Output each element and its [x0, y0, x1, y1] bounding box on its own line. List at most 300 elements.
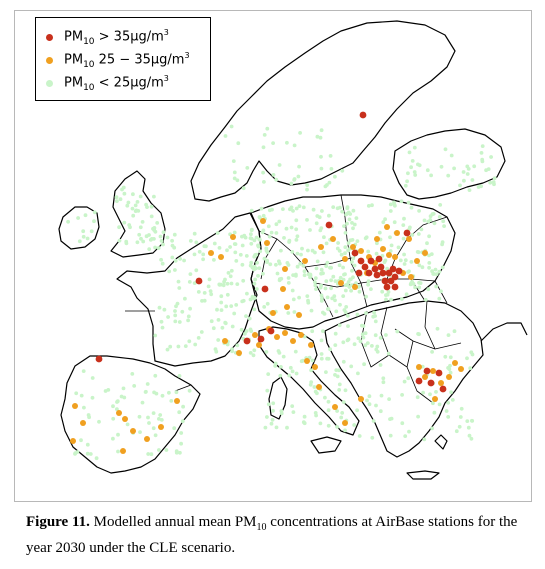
- station-low: [262, 180, 266, 184]
- station-low: [344, 310, 348, 314]
- station-low: [356, 372, 360, 376]
- station-low: [131, 192, 135, 196]
- station-low: [320, 299, 324, 303]
- station-low: [145, 234, 149, 238]
- station-low: [378, 231, 382, 235]
- station-medium: [270, 310, 276, 316]
- station-low: [438, 203, 442, 207]
- station-medium: [342, 420, 348, 426]
- station-low: [200, 299, 204, 303]
- station-low: [160, 418, 164, 422]
- station-low: [243, 332, 247, 336]
- station-low: [268, 235, 272, 239]
- station-low: [272, 173, 276, 177]
- station-low: [160, 239, 164, 243]
- station-low: [286, 311, 290, 315]
- station-low: [84, 213, 88, 217]
- station-low: [291, 370, 295, 374]
- station-low: [365, 235, 369, 239]
- station-low: [227, 271, 231, 275]
- station-low: [356, 313, 360, 317]
- station-low: [296, 252, 300, 256]
- station-low: [364, 311, 368, 315]
- station-low: [153, 374, 157, 378]
- station-medium: [392, 254, 398, 260]
- station-low: [402, 217, 406, 221]
- station-low: [325, 357, 329, 361]
- station-low: [406, 376, 410, 380]
- station-low: [319, 286, 323, 290]
- station-medium: [260, 218, 266, 224]
- station-low: [279, 365, 283, 369]
- station-low: [437, 270, 441, 274]
- europe-map: [14, 10, 532, 502]
- station-low: [416, 395, 420, 399]
- station-low: [353, 342, 357, 346]
- station-medium: [338, 280, 344, 286]
- station-low: [349, 289, 353, 293]
- station-low: [406, 171, 410, 175]
- station-low: [181, 405, 185, 409]
- station-low: [465, 356, 469, 360]
- station-low: [322, 250, 326, 254]
- station-low: [367, 204, 371, 208]
- station-low: [430, 427, 434, 431]
- station-low: [403, 434, 407, 438]
- station-low: [343, 245, 347, 249]
- station-low: [434, 390, 438, 394]
- station-low: [207, 285, 211, 289]
- station-medium: [120, 448, 126, 454]
- station-low: [157, 246, 161, 250]
- station-low: [400, 421, 404, 425]
- station-medium: [358, 396, 364, 402]
- station-low: [353, 223, 357, 227]
- station-low: [267, 402, 271, 406]
- station-medium: [452, 360, 458, 366]
- station-low: [214, 350, 218, 354]
- station-low: [326, 307, 330, 311]
- station-low: [235, 282, 239, 286]
- station-low: [310, 309, 314, 313]
- station-low: [338, 383, 342, 387]
- station-low: [230, 282, 234, 286]
- station-low: [176, 302, 180, 306]
- station-low: [328, 347, 332, 351]
- station-medium: [394, 230, 400, 236]
- station-low: [152, 237, 156, 241]
- station-low: [467, 426, 471, 430]
- station-medium: [174, 398, 180, 404]
- station-low: [159, 258, 163, 262]
- station-low: [346, 339, 350, 343]
- station-low: [321, 311, 325, 315]
- station-low: [193, 232, 197, 236]
- station-low: [401, 223, 405, 227]
- station-low: [436, 327, 440, 331]
- station-low: [349, 365, 353, 369]
- station-low: [403, 262, 407, 266]
- station-low: [289, 366, 293, 370]
- station-medium: [422, 374, 428, 380]
- station-low: [319, 155, 323, 159]
- station-low: [115, 195, 119, 199]
- station-low: [308, 228, 312, 232]
- station-low: [331, 205, 335, 209]
- station-high: [262, 286, 269, 293]
- station-low: [111, 404, 115, 408]
- station-low: [118, 239, 122, 243]
- station-low: [253, 253, 257, 257]
- station-low: [270, 231, 274, 235]
- station-low: [297, 165, 301, 169]
- station-low: [389, 209, 393, 213]
- station-medium: [342, 256, 348, 262]
- station-low: [95, 456, 99, 460]
- station-medium: [208, 250, 214, 256]
- station-low: [182, 259, 186, 263]
- station-low: [352, 209, 356, 213]
- station-low: [179, 442, 183, 446]
- station-high: [326, 222, 333, 229]
- station-low: [329, 278, 333, 282]
- station-low: [314, 390, 318, 394]
- station-low: [188, 280, 192, 284]
- station-high: [366, 270, 373, 277]
- station-low: [281, 207, 285, 211]
- station-low: [343, 272, 347, 276]
- station-low: [384, 259, 388, 263]
- station-high: [384, 284, 391, 291]
- station-low: [296, 265, 300, 269]
- station-high: [356, 270, 363, 277]
- station-low: [342, 360, 346, 364]
- station-low: [324, 287, 328, 291]
- station-low: [314, 287, 318, 291]
- station-low: [203, 291, 207, 295]
- station-low: [277, 259, 281, 263]
- station-medium: [222, 338, 228, 344]
- station-low: [327, 408, 331, 412]
- station-low: [292, 178, 296, 182]
- station-low: [230, 125, 234, 129]
- station-low: [326, 261, 330, 265]
- station-low: [336, 247, 340, 251]
- station-low: [111, 417, 115, 421]
- station-low: [270, 422, 274, 426]
- station-low: [466, 172, 470, 176]
- station-low: [426, 168, 430, 172]
- station-low: [115, 400, 119, 404]
- station-low: [459, 415, 463, 419]
- station-low: [146, 416, 150, 420]
- station-low: [423, 219, 427, 223]
- station-low: [322, 235, 326, 239]
- station-low: [319, 272, 323, 276]
- station-low: [455, 429, 459, 433]
- map-legend: [35, 17, 211, 101]
- station-low: [270, 208, 274, 212]
- station-low: [300, 247, 304, 251]
- station-low: [342, 400, 346, 404]
- station-low: [224, 134, 228, 138]
- station-low: [342, 224, 346, 228]
- station-low: [188, 389, 192, 393]
- station-low: [122, 221, 126, 225]
- station-low: [229, 304, 233, 308]
- station-low: [417, 286, 421, 290]
- station-low: [288, 207, 292, 211]
- station-low: [358, 434, 362, 438]
- station-low: [350, 269, 354, 273]
- legend-swatch-low: [46, 80, 53, 87]
- station-low: [224, 305, 228, 309]
- station-low: [218, 246, 222, 250]
- station-low: [294, 218, 298, 222]
- station-medium: [438, 380, 444, 386]
- station-low: [279, 277, 283, 281]
- station-low: [146, 382, 150, 386]
- station-high: [268, 328, 275, 335]
- station-low: [76, 450, 80, 454]
- station-medium: [302, 258, 308, 264]
- station-low: [393, 220, 397, 224]
- station-low: [329, 286, 333, 290]
- station-medium: [374, 236, 380, 242]
- station-low: [489, 155, 493, 159]
- station-low: [374, 404, 378, 408]
- station-medium: [116, 410, 122, 416]
- station-low: [146, 452, 150, 456]
- station-low: [271, 141, 275, 145]
- station-low: [162, 230, 166, 234]
- station-high: [374, 272, 381, 279]
- station-low: [298, 131, 302, 135]
- station-low: [353, 264, 357, 268]
- station-low: [343, 429, 347, 433]
- station-low: [123, 192, 127, 196]
- station-low: [427, 266, 431, 270]
- station-low: [154, 433, 158, 437]
- station-low: [209, 292, 213, 296]
- station-low: [234, 242, 238, 246]
- station-low: [235, 344, 239, 348]
- station-medium: [318, 244, 324, 250]
- station-low: [332, 294, 336, 298]
- station-low: [245, 254, 249, 258]
- station-low: [291, 289, 295, 293]
- station-low: [327, 424, 331, 428]
- station-medium: [416, 364, 422, 370]
- station-low: [344, 289, 348, 293]
- coast-sicily: [311, 437, 341, 453]
- station-high: [390, 266, 397, 273]
- station-low: [152, 391, 156, 395]
- station-low: [340, 253, 344, 257]
- station-low: [286, 261, 290, 265]
- station-low: [201, 253, 205, 257]
- station-low: [404, 184, 408, 188]
- station-low: [282, 236, 286, 240]
- station-low: [136, 240, 140, 244]
- station-low: [279, 249, 283, 253]
- station-low: [93, 210, 97, 214]
- station-medium: [264, 240, 270, 246]
- station-low: [86, 237, 90, 241]
- station-low: [441, 266, 445, 270]
- station-low: [340, 169, 344, 173]
- station-low: [420, 228, 424, 232]
- station-low: [82, 235, 86, 239]
- station-low: [302, 206, 306, 210]
- station-low: [321, 329, 325, 333]
- station-low: [120, 188, 124, 192]
- station-medium: [386, 252, 392, 258]
- station-low: [119, 197, 123, 201]
- station-low: [139, 195, 143, 199]
- station-low: [309, 383, 313, 387]
- station-low: [194, 268, 198, 272]
- station-low: [74, 391, 78, 395]
- station-low: [429, 174, 433, 178]
- coast-aegean: [435, 435, 447, 449]
- station-low: [480, 158, 484, 162]
- station-high: [258, 336, 265, 343]
- station-low: [219, 301, 223, 305]
- station-low: [434, 285, 438, 289]
- station-medium: [290, 338, 296, 344]
- station-low: [432, 212, 436, 216]
- station-low: [460, 407, 464, 411]
- station-low: [316, 260, 320, 264]
- station-low: [217, 283, 221, 287]
- station-low: [155, 221, 159, 225]
- station-low: [271, 409, 275, 413]
- station-low: [234, 303, 238, 307]
- station-low: [268, 262, 272, 266]
- station-low: [177, 286, 181, 290]
- station-low: [493, 176, 497, 180]
- station-low: [330, 167, 334, 171]
- station-medium: [144, 436, 150, 442]
- station-low: [165, 448, 169, 452]
- station-low: [173, 314, 177, 318]
- station-low: [469, 350, 473, 354]
- station-low: [264, 426, 268, 430]
- station-low: [312, 208, 316, 212]
- coast-baltic: [393, 129, 505, 199]
- station-low: [82, 406, 86, 410]
- station-low: [303, 269, 307, 273]
- station-low: [91, 376, 95, 380]
- station-low: [373, 314, 377, 318]
- station-high: [396, 268, 403, 275]
- station-low: [407, 201, 411, 205]
- station-low: [258, 249, 262, 253]
- station-low: [91, 396, 95, 400]
- station-low: [445, 409, 449, 413]
- station-low: [310, 329, 314, 333]
- station-low: [418, 163, 422, 167]
- station-low: [471, 178, 475, 182]
- station-low: [220, 308, 224, 312]
- station-low: [271, 418, 275, 422]
- station-low: [320, 294, 324, 298]
- station-low: [160, 320, 164, 324]
- station-low: [252, 348, 256, 352]
- station-low: [294, 227, 298, 231]
- station-high: [382, 278, 389, 285]
- coast-sardinia: [269, 377, 287, 419]
- station-low: [153, 334, 157, 338]
- station-low: [320, 357, 324, 361]
- station-low: [278, 163, 282, 167]
- station-medium: [430, 368, 436, 374]
- station-low: [265, 415, 269, 419]
- station-low: [198, 250, 202, 254]
- station-low: [175, 451, 179, 455]
- station-low: [169, 399, 173, 403]
- station-low: [141, 220, 145, 224]
- station-low: [295, 238, 299, 242]
- station-low: [152, 426, 156, 430]
- station-low: [179, 431, 183, 435]
- station-low: [314, 276, 318, 280]
- station-low: [369, 287, 373, 291]
- station-low: [411, 159, 415, 163]
- station-low: [324, 279, 328, 283]
- station-low: [168, 345, 172, 349]
- station-low: [364, 331, 368, 335]
- station-low: [287, 240, 291, 244]
- station-low: [307, 272, 311, 276]
- station-low: [306, 299, 310, 303]
- station-low: [442, 224, 446, 228]
- station-low: [324, 370, 328, 374]
- station-low: [116, 450, 120, 454]
- station-low: [410, 206, 414, 210]
- legend-entry-medium: [46, 49, 190, 71]
- station-low: [257, 238, 261, 242]
- station-high: [436, 370, 443, 377]
- station-low: [429, 214, 433, 218]
- station-medium: [352, 284, 358, 290]
- station-low: [417, 209, 421, 213]
- station-low: [225, 248, 229, 252]
- station-low: [313, 280, 317, 284]
- station-low: [390, 244, 394, 248]
- station-low: [253, 282, 257, 286]
- station-low: [315, 221, 319, 225]
- station-low: [400, 199, 404, 203]
- station-low: [292, 410, 296, 414]
- station-low: [338, 206, 342, 210]
- station-low: [320, 128, 324, 132]
- station-low: [309, 368, 313, 372]
- station-low: [389, 298, 393, 302]
- station-low: [428, 392, 432, 396]
- legend-swatch-medium: [46, 57, 53, 64]
- station-low: [425, 241, 429, 245]
- station-low: [159, 235, 163, 239]
- station-low: [147, 421, 151, 425]
- station-low: [278, 374, 282, 378]
- station-low: [150, 215, 154, 219]
- station-low: [193, 253, 197, 257]
- station-low: [340, 411, 344, 415]
- station-medium: [422, 250, 428, 256]
- station-low: [177, 345, 181, 349]
